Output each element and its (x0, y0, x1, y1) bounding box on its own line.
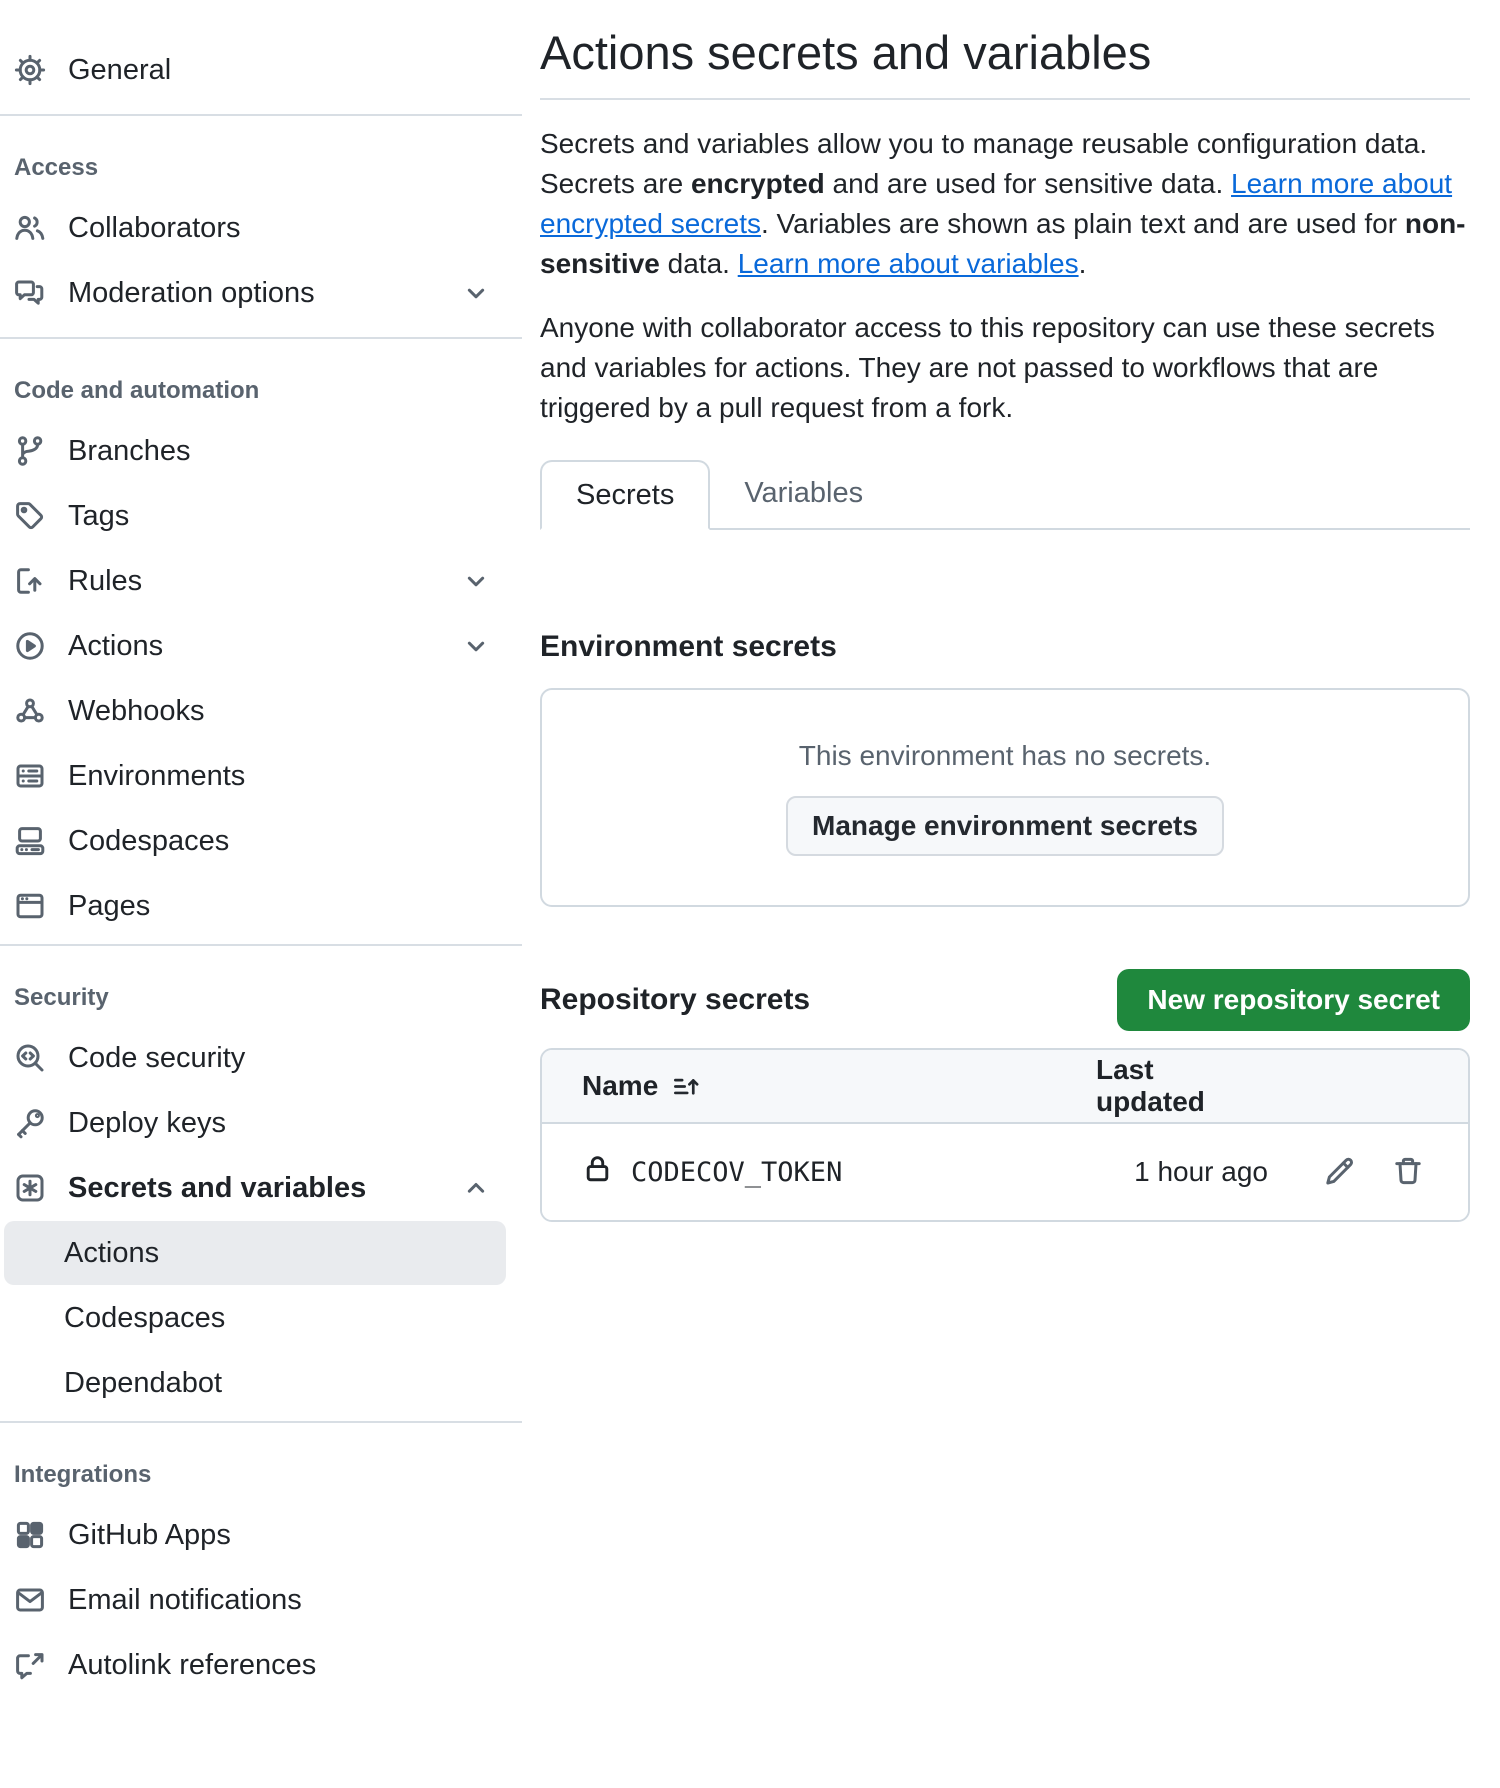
git-branch-icon (14, 435, 46, 467)
sidebar-section-code-and-automation (0, 371, 522, 938)
mail-icon (14, 1584, 46, 1616)
sidebar-subitem-label: Codespaces (64, 1301, 226, 1334)
sidebar-subitem-label: Actions (64, 1236, 160, 1269)
sidebar-subitem-actions[interactable] (4, 1221, 506, 1285)
asterisk-box-icon (14, 1172, 46, 1204)
secret-row-actions (1268, 1155, 1468, 1190)
sidebar-item-label: Webhooks (68, 694, 205, 727)
sidebar-item-email-notifications[interactable] (8, 1568, 506, 1632)
sidebar-item-codespaces[interactable] (8, 809, 506, 873)
trash-icon (1392, 1155, 1424, 1190)
sidebar-divider (0, 1421, 522, 1423)
environment-secrets-blankslate (540, 688, 1470, 907)
sidebar-item-label: Collaborators (68, 211, 241, 244)
sidebar-section-security (0, 978, 522, 1415)
sidebar-divider (0, 337, 522, 339)
last-updated-column-header: Last updated (1096, 1054, 1205, 1117)
sidebar-section-integrations (0, 1455, 522, 1697)
title-divider (540, 98, 1470, 100)
browser-icon (14, 890, 46, 922)
main-content (540, 0, 1470, 1222)
section-title: Access (14, 154, 99, 181)
sidebar-item-rules[interactable] (8, 549, 506, 613)
server-icon (14, 760, 46, 792)
cross-reference-icon (14, 1649, 46, 1681)
sidebar-item-label: Autolink references (68, 1648, 317, 1681)
inline-link[interactable]: Learn more about encrypted secrets (540, 168, 1453, 239)
chevron-down-icon (462, 632, 490, 660)
section-title: Security (14, 984, 109, 1011)
sidebar-item-label: Rules (68, 564, 143, 597)
sidebar-item-label: Tags (68, 499, 130, 532)
repository-secrets-heading: Repository secrets (540, 983, 811, 1016)
lock-icon (582, 1153, 613, 1191)
table-header-row (542, 1050, 1468, 1124)
section-title: Code and automation (14, 377, 260, 404)
sidebar-item-label: Branches (68, 434, 191, 467)
inline-link[interactable]: Learn more about variables (737, 248, 1079, 279)
rules-icon (14, 565, 46, 597)
sidebar-item-label: Email notifications (68, 1583, 302, 1616)
settings-sidebar (0, 0, 522, 1698)
intro-paragraph: Secrets and variables allow you to manage reusable configuration data. Secrets are encrypted and are used for sensitive data. Learn more about encrypted secrets. Variables are shown as plain text and are used for non-sensitive data. Learn more about variables. (540, 128, 1466, 279)
section-title: Integrations (14, 1461, 152, 1488)
repository-secrets-header (540, 969, 1470, 1031)
sidebar-item-tags[interactable] (8, 484, 506, 548)
tab-secrets[interactable]: Secrets (540, 460, 710, 530)
sidebar-item-label: Code security (68, 1041, 246, 1074)
webhook-icon (14, 695, 46, 727)
sidebar-item-github-apps[interactable] (8, 1503, 506, 1567)
secret-name-cell (542, 1153, 1096, 1191)
chevron-down-icon (462, 279, 490, 307)
sidebar-item-label: Secrets and variables (68, 1171, 367, 1204)
tab-variables[interactable]: Variables (744, 476, 864, 509)
no-environment-secrets-text: This environment has no secrets. (798, 740, 1212, 771)
secret-last-updated: 1 hour ago (1134, 1156, 1268, 1187)
name-column-header[interactable]: Name (542, 1070, 1096, 1102)
people-icon (14, 212, 46, 244)
gear-icon (14, 54, 46, 86)
key-icon (14, 1107, 46, 1139)
sidebar-item-moderation-options[interactable] (8, 261, 506, 325)
sidebar-divider (0, 944, 522, 946)
sidebar-item-label: Deploy keys (68, 1106, 226, 1139)
comment-discussion-icon (14, 277, 46, 309)
sidebar-item-label: General (68, 53, 172, 86)
secret-row (542, 1124, 1468, 1220)
new-repository-secret-button[interactable]: New repository secret (1117, 969, 1470, 1031)
tag-icon (14, 500, 46, 532)
sidebar-section-access (0, 148, 522, 325)
environment-secrets-heading: Environment secrets (540, 630, 837, 663)
sidebar-subitem-label: Dependabot (64, 1366, 223, 1399)
sidebar-item-label: Actions (68, 629, 164, 662)
sidebar-item-label: Pages (68, 889, 151, 922)
sidebar-item-webhooks[interactable] (8, 679, 506, 743)
play-icon (14, 630, 46, 662)
secrets-variables-tabnav (540, 458, 1470, 530)
sidebar-item-pages[interactable] (8, 874, 506, 938)
sidebar-item-actions[interactable] (8, 614, 506, 678)
codespaces-icon (14, 825, 46, 857)
sidebar-item-autolink-references[interactable] (8, 1633, 506, 1697)
codescan-icon (14, 1042, 46, 1074)
sort-ascending-icon (672, 1073, 699, 1100)
edit-secret-button[interactable] (1324, 1155, 1356, 1190)
sidebar-item-label: Environments (68, 759, 246, 792)
manage-environment-secrets-button[interactable]: Manage environment secrets (786, 796, 1224, 856)
chevron-down-icon (462, 567, 490, 595)
sidebar-item-branches[interactable] (8, 419, 506, 483)
repository-secrets-table (540, 1048, 1470, 1222)
sidebar-subitem-dependabot[interactable] (4, 1351, 506, 1415)
sidebar-item-code-security[interactable] (8, 1026, 506, 1090)
sidebar-item-general[interactable] (8, 38, 506, 102)
page-title: Actions secrets and variables (540, 26, 1152, 79)
secret-name: CODECOV_TOKEN (631, 1156, 843, 1188)
sidebar-subitem-codespaces[interactable] (4, 1286, 506, 1350)
sidebar-item-label: GitHub Apps (68, 1518, 231, 1551)
sidebar-divider (0, 114, 522, 116)
delete-secret-button[interactable] (1392, 1155, 1424, 1190)
sidebar-item-deploy-keys[interactable] (8, 1091, 506, 1155)
collaborator-paragraph: Anyone with collaborator access to this repository can use these secrets and variables for actions. They are not passed to workflows that are triggered by a pull request from a fork. (540, 312, 1435, 423)
sidebar-item-collaborators[interactable] (8, 196, 506, 260)
sidebar-item-secrets-and-variables[interactable] (8, 1156, 506, 1220)
sidebar-item-environments[interactable] (8, 744, 506, 808)
pencil-icon (1324, 1155, 1356, 1190)
sidebar-item-label: Codespaces (68, 824, 230, 857)
apps-grid-icon (14, 1519, 46, 1551)
sidebar-item-label: Moderation options (68, 276, 315, 309)
chevron-up-icon (462, 1174, 490, 1202)
